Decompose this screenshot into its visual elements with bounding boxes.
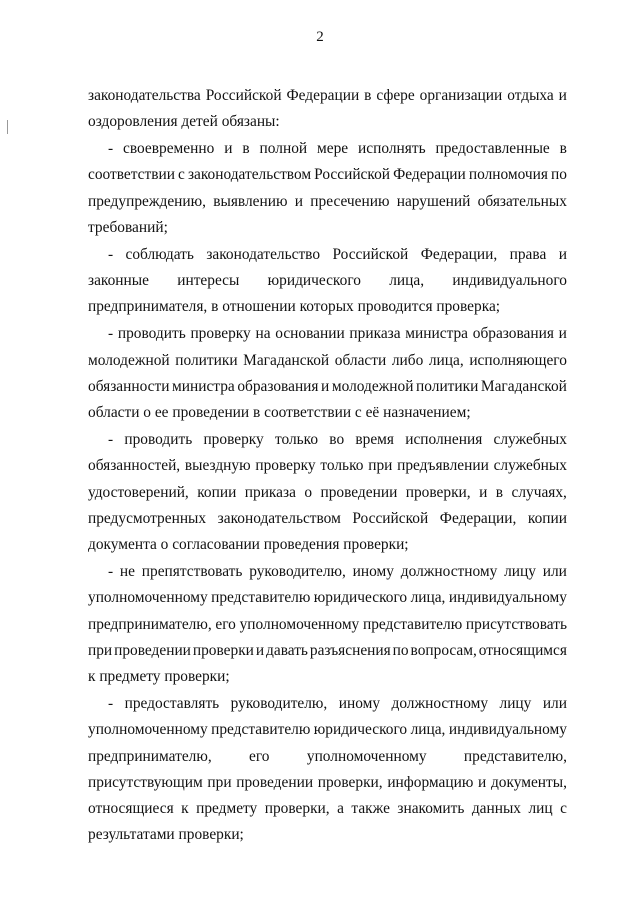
- word: должностному: [391, 694, 489, 712]
- word: индивидуальному: [448, 589, 567, 607]
- word: Российской: [332, 245, 409, 263]
- word: законодательством: [217, 509, 341, 527]
- word: проверки: [192, 641, 254, 659]
- word: Магаданской: [480, 377, 567, 395]
- word: его: [215, 615, 236, 633]
- word: предусмотренных: [88, 509, 207, 527]
- word: Федерации,: [439, 509, 517, 527]
- text-line: результатами проверки;: [88, 826, 244, 844]
- word: отдыха: [507, 87, 554, 104]
- word: -: [108, 562, 114, 580]
- word: проверки,: [264, 800, 330, 818]
- word: законодательство: [206, 245, 321, 263]
- word: при: [88, 641, 113, 659]
- word: препятствовать: [141, 562, 243, 580]
- word: проверку: [190, 325, 251, 343]
- word: и: [224, 140, 233, 158]
- word: иному: [338, 694, 381, 712]
- word: относящимся: [478, 641, 567, 659]
- word: также: [351, 800, 390, 818]
- word: предпринимателю,: [88, 747, 212, 765]
- word: Российской: [314, 166, 391, 184]
- text-line: [108, 245, 567, 265]
- word: или: [542, 562, 567, 580]
- word: давать: [266, 641, 308, 659]
- word: полной: [259, 140, 308, 158]
- word: -: [108, 245, 114, 263]
- word: лица,: [410, 721, 446, 739]
- text-line: [88, 351, 567, 371]
- word: законодательства: [88, 87, 201, 104]
- word: должностному: [400, 562, 498, 580]
- word: предъявлении: [397, 457, 489, 475]
- word: и: [321, 377, 330, 395]
- word: в: [495, 483, 504, 501]
- word: образования: [237, 377, 319, 395]
- word: мере: [317, 140, 349, 158]
- word: уполномоченному: [88, 721, 208, 739]
- word: лица,: [428, 351, 464, 369]
- text-line: [88, 377, 567, 397]
- word: или: [542, 694, 567, 712]
- text-line: [88, 165, 567, 185]
- word: представителю,: [463, 747, 567, 765]
- word: интересы: [177, 272, 240, 290]
- text-line: [88, 456, 567, 476]
- text-line: [108, 139, 567, 159]
- word: министра: [405, 325, 469, 343]
- word: Федерации: [393, 166, 466, 184]
- word: предпринимателю,: [88, 615, 212, 633]
- text-line: [88, 773, 567, 793]
- word: проверки,: [317, 773, 383, 791]
- word: проведении: [320, 483, 398, 501]
- text-line: оздоровления детей обязаны:: [88, 113, 280, 131]
- word: исполнения: [405, 430, 483, 448]
- text-line: [88, 509, 567, 529]
- word: по: [392, 641, 409, 659]
- word: обязанностей,: [88, 457, 181, 475]
- word: индивидуальному: [448, 721, 567, 739]
- word: проверки,: [405, 483, 471, 501]
- word: законодательством: [187, 166, 312, 184]
- text-line: [88, 588, 567, 608]
- word: выездную: [184, 457, 251, 475]
- word: к: [181, 800, 189, 818]
- text-line: области о ее проведении в соответствии с её назначением;: [88, 404, 471, 422]
- text-line: [108, 430, 567, 450]
- word: и: [558, 87, 567, 104]
- word: руководителю,: [249, 562, 346, 580]
- word: уполномоченному: [88, 589, 208, 607]
- word: с: [560, 800, 567, 818]
- word: лиц: [528, 800, 553, 818]
- word: Магаданской: [243, 351, 330, 369]
- word: а: [337, 800, 344, 818]
- word: и: [478, 773, 487, 791]
- word: руководителю,: [230, 694, 328, 712]
- word: с: [178, 166, 185, 184]
- word: вопросам,: [410, 641, 477, 659]
- word: предоставлять: [124, 694, 220, 712]
- word: Российской: [205, 87, 282, 104]
- text-line: [88, 720, 567, 740]
- word: и: [294, 192, 304, 210]
- word: иному: [352, 562, 394, 580]
- text-line: [88, 615, 567, 635]
- text-line: требований;: [88, 219, 168, 236]
- word: лица,: [410, 589, 446, 607]
- word: в: [242, 140, 250, 158]
- word: -: [108, 140, 114, 158]
- word: молодежной: [331, 377, 414, 395]
- word: проверку: [255, 457, 316, 475]
- word: обязательных: [477, 192, 567, 210]
- word: выявлению: [213, 192, 288, 210]
- word: -: [108, 430, 114, 448]
- word: только: [274, 430, 319, 448]
- word: Федерации,: [420, 245, 498, 263]
- word: лицу: [499, 694, 532, 712]
- word: образования: [472, 325, 554, 343]
- word: проведении: [236, 773, 314, 791]
- word: уполномоченному: [239, 615, 360, 633]
- word: в: [364, 87, 372, 104]
- word: предоставленные: [435, 140, 550, 158]
- word: предупреждению,: [88, 192, 206, 210]
- word: в: [559, 140, 567, 158]
- word: лица,: [389, 272, 425, 290]
- word: пресечению: [310, 192, 390, 210]
- word: лицу: [504, 562, 536, 580]
- word: Федерации: [286, 87, 360, 104]
- word: относящиеся: [88, 800, 174, 818]
- text-line: предпринимателя, в отношении которых проводится проверка;: [88, 298, 501, 316]
- word: копии: [197, 483, 237, 501]
- word: министра: [172, 377, 235, 395]
- text-line: к предмету проверки;: [88, 668, 230, 686]
- word: юридического: [313, 721, 408, 739]
- text-line: [88, 192, 567, 212]
- word: и: [479, 483, 488, 501]
- word: права: [509, 245, 547, 263]
- text-line: [88, 86, 567, 106]
- word: информацию: [387, 773, 474, 791]
- text-line: [108, 324, 567, 344]
- word: юридического: [313, 589, 408, 607]
- word: документы,: [490, 773, 567, 791]
- word: своевременно: [123, 140, 215, 158]
- word: случаях,: [511, 483, 567, 501]
- word: данных: [471, 800, 521, 818]
- word: соблюдать: [125, 245, 194, 263]
- word: разъяснения: [309, 641, 391, 659]
- word: только: [320, 457, 364, 475]
- word: политики: [416, 377, 479, 395]
- word: присутствовать: [465, 615, 567, 633]
- word: его: [249, 747, 270, 765]
- word: проверку: [203, 430, 264, 448]
- word: представителю: [211, 589, 311, 607]
- word: при: [368, 457, 393, 475]
- text-line: [88, 747, 567, 767]
- word: либо: [391, 351, 424, 369]
- word: политики: [175, 351, 238, 369]
- word: обязанности: [88, 377, 170, 395]
- text-line: [88, 641, 567, 661]
- word: присутствующим: [88, 773, 203, 791]
- word: индивидуального: [452, 272, 567, 290]
- word: знакомить: [397, 800, 465, 818]
- word: и: [558, 325, 567, 343]
- word: и: [558, 245, 567, 263]
- word: проводить: [117, 325, 186, 343]
- word: приказа: [244, 483, 296, 501]
- word: области: [334, 351, 387, 369]
- word: сфере: [376, 87, 415, 104]
- text-line: [88, 271, 567, 291]
- text-line: [88, 799, 567, 819]
- word: нарушений: [396, 192, 471, 210]
- word: -: [108, 694, 114, 712]
- word: законные: [88, 272, 149, 290]
- word: -: [108, 325, 114, 343]
- word: не: [119, 562, 135, 580]
- word: основании: [275, 325, 345, 343]
- word: удостоверений,: [88, 483, 189, 501]
- word: представителю: [362, 615, 463, 633]
- word: по: [551, 166, 567, 184]
- word: организации: [419, 87, 503, 104]
- text-line: [108, 562, 567, 582]
- word: копии: [527, 509, 567, 527]
- word: юридического: [267, 272, 361, 290]
- text-line: документа о согласовании проведения проверки;: [88, 536, 409, 554]
- word: при: [207, 773, 232, 791]
- word: приказа: [349, 325, 401, 343]
- word: молодежной: [88, 351, 170, 369]
- word: Российской: [352, 509, 429, 527]
- text-line: [108, 694, 567, 714]
- word: о: [304, 483, 313, 501]
- margin-mark: [7, 120, 8, 134]
- word: проводить: [124, 430, 193, 448]
- word: исполняющего: [469, 351, 567, 369]
- word: полномочия: [468, 166, 548, 184]
- word: соответствии: [88, 166, 175, 184]
- word: предмету: [196, 800, 258, 818]
- word: во: [329, 430, 345, 448]
- word: служебных: [493, 457, 567, 475]
- word: и: [255, 641, 265, 659]
- page-number: 2: [316, 29, 324, 45]
- word: проведении: [114, 641, 191, 659]
- text-line: [88, 483, 567, 503]
- word: время: [355, 430, 394, 448]
- word: исполнять: [358, 140, 426, 158]
- word: служебных: [493, 430, 567, 448]
- word: уполномоченному: [306, 747, 427, 765]
- word: на: [255, 325, 271, 343]
- word: представителю: [211, 721, 311, 739]
